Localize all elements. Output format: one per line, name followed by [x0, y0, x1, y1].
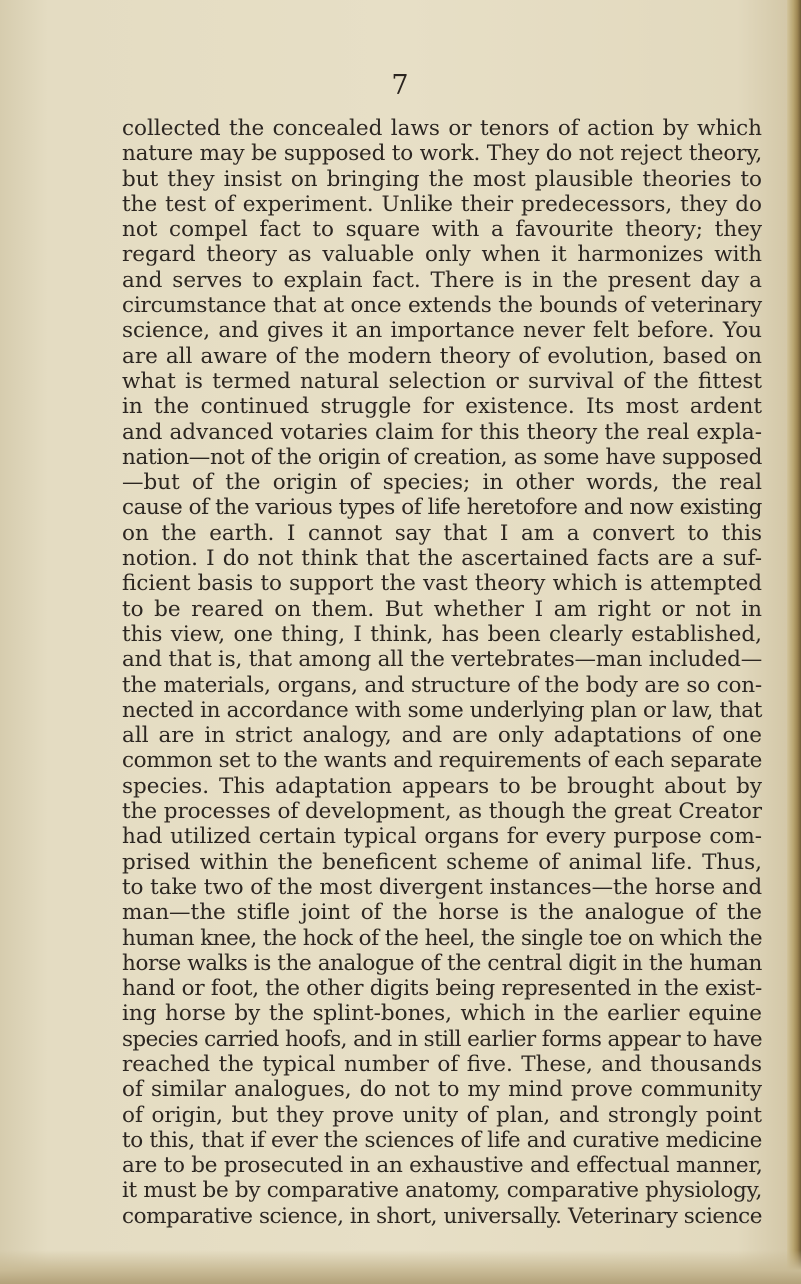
text-line: cause of the various types of life heretofore and now existing [122, 495, 762, 521]
text-line: nature may be supposed to work. They do not reject theory, [122, 141, 762, 167]
text-line: the processes of development, as though the great Creator [122, 799, 762, 825]
text-line: notion. I do not think that the ascertained facts are a suf- [122, 546, 762, 572]
text-line: in the continued struggle for existence. Its most ardent [122, 394, 762, 420]
text-line: this view, one thing, I think, has been clearly established, [122, 621, 762, 647]
text-line: are to be prosecuted in an exhaustive and effectual manner, [122, 1153, 763, 1179]
text-line: of similar analogues, do not to my mind prove community [122, 1077, 762, 1103]
text-line: circumstance that at once extends the bounds of veterinary [122, 293, 762, 319]
text-line: it must be by comparative anatomy, comparative physiology, [122, 1178, 762, 1204]
text-line: and serves to explain fact. There is in the present day a [122, 267, 762, 293]
text-line: the materials, organs, and structure of the body are so con- [122, 672, 762, 698]
text-line: nation—not of the origin of creation, as some have supposed [122, 444, 762, 470]
text-line: comparative science, in short, universally. Veterinary science [122, 1203, 762, 1229]
text-line: species. This adaptation appears to be brought about by [122, 773, 762, 799]
text-line: and advanced votaries claim for this theory the real expla- [122, 419, 762, 445]
text-line: reached the typical number of five. These, and thousands [122, 1051, 762, 1077]
text-line: nected in accordance with some underlying plan or law, that [122, 697, 762, 723]
page-bottom-shadow [0, 1250, 801, 1284]
text-line: to be reared on them. But whether I am right or not in [122, 596, 762, 622]
text-line: ficient basis to support the vast theory which is attempted [122, 571, 762, 597]
text-line: to take two of the most divergent instances—the horse and [122, 874, 762, 900]
body-text [122, 116, 762, 1229]
text-line: the test of experiment. Unlike their predecessors, they do [122, 191, 762, 217]
text-line: common set to the wants and requirements of each separate [122, 748, 762, 774]
text-line: collected the concealed laws or tenors of action by which [122, 116, 762, 141]
text-line: prised within the beneficent scheme of animal life. Thus, [122, 849, 762, 875]
text-line: to this, that if ever the sciences of life and curative medicine [122, 1127, 762, 1153]
text-line: horse walks is the analogue of the central digit in the human [122, 950, 762, 976]
text-line: what is termed natural selection or survival of the fittest [122, 368, 762, 394]
text-line: ing horse by the splint-bones, which in the earlier equine [122, 1001, 762, 1027]
text-line: species carried hoofs, and in still earlier forms appear to have [122, 1026, 762, 1052]
text-line: on the earth. I cannot say that I am a convert to this [122, 520, 762, 546]
text-line: human knee, the hock of the heel, the single toe on which the [122, 925, 762, 951]
text-line: hand or foot, the other digits being represented in the exist- [122, 976, 762, 1002]
page-number: 7 [391, 70, 410, 101]
text-line: all are in strict analogy, and are only adaptations of one [122, 723, 762, 749]
text-line: had utilized certain typical organs for every purpose com- [122, 824, 762, 850]
text-line: are all aware of the modern theory of evolution, based on [122, 343, 762, 369]
text-line: and that is, that among all the vertebrates—man included— [122, 647, 762, 673]
text-line: —but of the origin of species; in other words, the real [122, 470, 762, 496]
text-line: regard theory as valuable only when it harmonizes with [122, 242, 762, 268]
text-line: science, and gives it an importance never felt before. You [122, 318, 762, 344]
text-line: but they insist on bringing the most plausible theories to [122, 166, 762, 192]
text-line: not compel fact to square with a favourite theory; they [122, 217, 762, 243]
page-edge [787, 0, 801, 1284]
text-line: of origin, but they prove unity of plan, and strongly point [122, 1102, 762, 1128]
text-line: man—the stifle joint of the horse is the analogue of the [122, 900, 762, 926]
